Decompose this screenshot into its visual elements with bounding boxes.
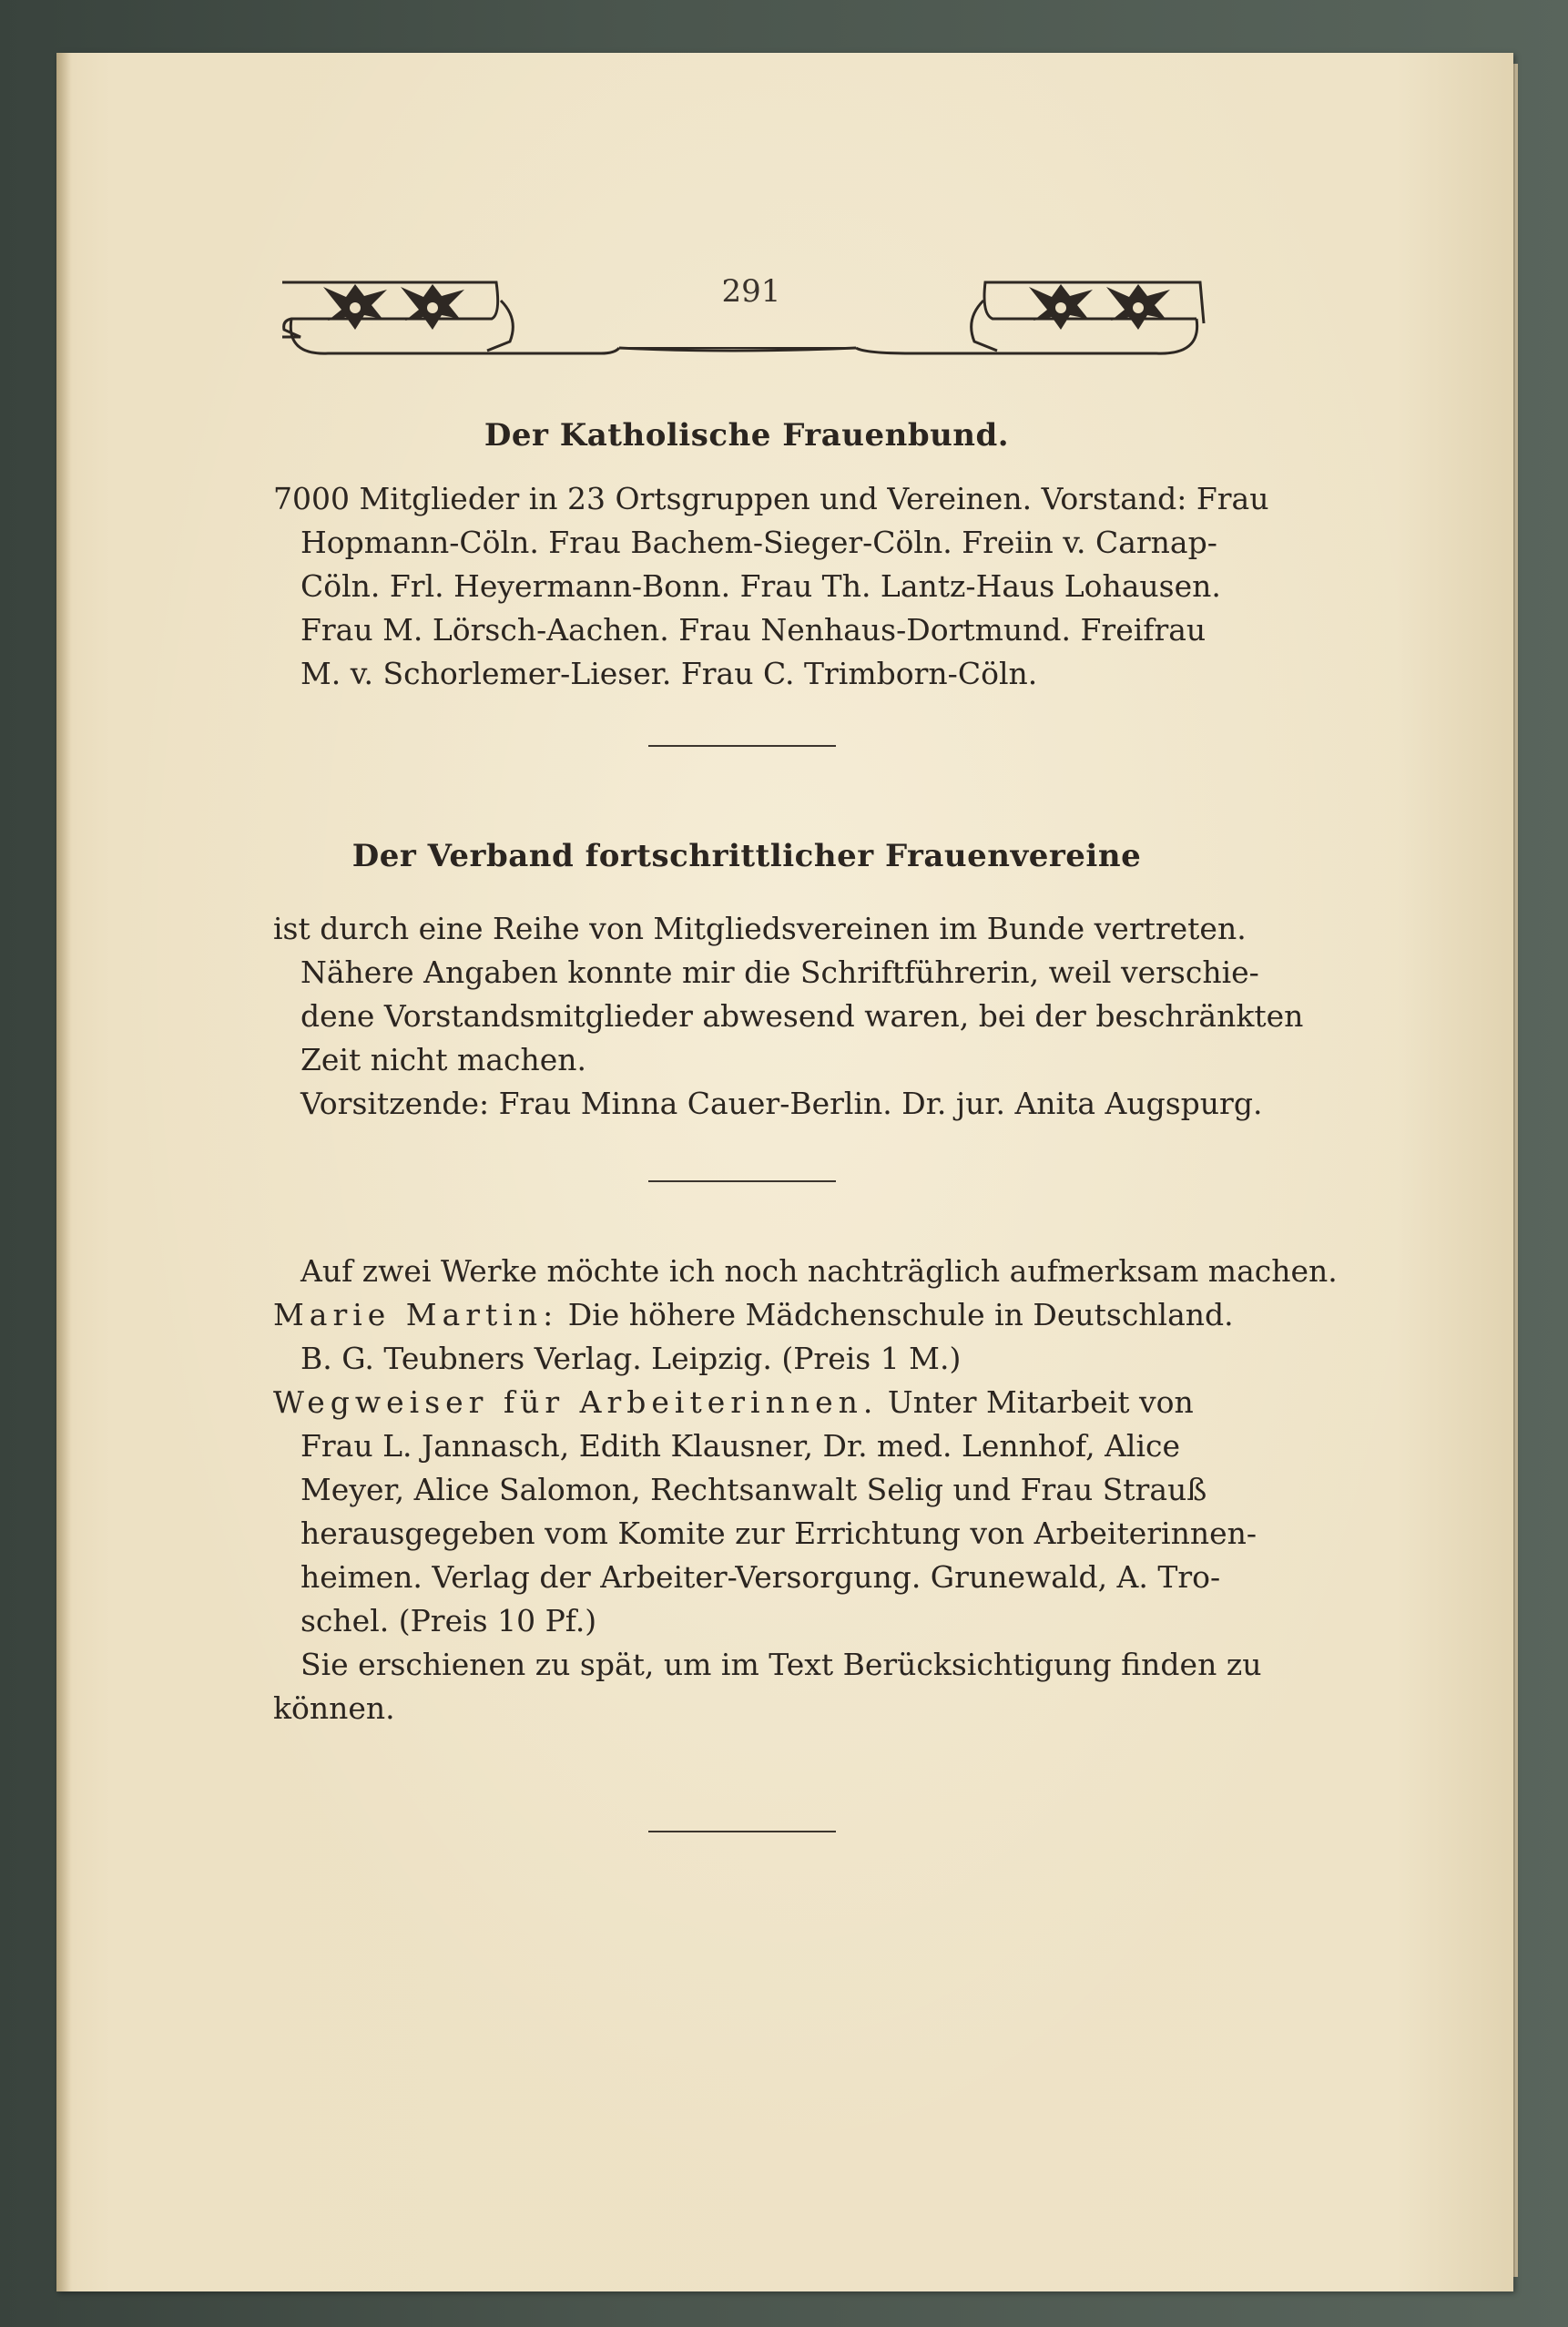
text-line: ist durch eine Reihe von Mitgliedsvereinen im Bunde vertreten. (273, 911, 1247, 946)
section-heading-verband: Der Verband fortschrittlicher Frauenvereine (351, 838, 1142, 874)
bibliography-entry-2 (273, 1381, 1220, 1424)
page-number: 291 (721, 273, 781, 310)
entry-text: Unter Mitarbeit von (887, 1384, 1194, 1420)
bibliography-entry-1 (273, 1293, 1234, 1337)
entry-title: Wegweiser für Arbeiterinnen. (273, 1384, 879, 1420)
section-heading-katholische-frauenbund: Der Katholische Frauenbund. (484, 417, 1010, 454)
text-line: Meyer, Alice Salomon, Rechtsanwalt Selig und Frau Strauß (300, 1472, 1207, 1507)
page-gutter (56, 53, 71, 2291)
text-line: Cöln. Frl. Heyermann-Bonn. Frau Th. Lantz-Haus Lohausen. (300, 568, 1221, 604)
text-line: Vorsitzende: Frau Minna Cauer-Berlin. Dr. jur. Anita Augspurg. (300, 1086, 1263, 1121)
entry-title: Die höhere Mädchenschule in Deutschland. (567, 1297, 1234, 1332)
text-line: Zeit nicht machen. (300, 1042, 587, 1077)
text-line: dene Vorstandsmitglieder abwesend waren, bei der beschränkten (300, 998, 1304, 1034)
section-divider (648, 1831, 836, 1832)
book-page (56, 53, 1513, 2291)
text-line: M. v. Schorlemer-Lieser. Frau C. Trimborn-Cöln. (300, 656, 1038, 691)
text-line: schel. (Preis 10 Pf.) (300, 1603, 597, 1638)
section-2-body (273, 907, 1304, 1126)
text-line: Hopmann-Cöln. Frau Bachem-Sieger-Cöln. Freiin v. Carnap- (300, 525, 1217, 560)
text-line: herausgegeben vom Komite zur Errichtung von Arbeiterinnen- (300, 1516, 1257, 1551)
text-line: Sie erschienen zu spät, um im Text Berücksichtigung finden zu (300, 1647, 1262, 1682)
text-line: Frau L. Jannasch, Edith Klausner, Dr. med. Lennhof, Alice (300, 1428, 1181, 1464)
text-line: B. G. Teubners Verlag. Leipzig. (Preis 1 M.) (300, 1341, 962, 1376)
section-divider (648, 1180, 836, 1182)
text-line: können. (273, 1690, 395, 1726)
section-3-body (273, 1250, 1338, 1730)
text-line: heimen. Verlag der Arbeiter-Versorgung. Grunewald, A. Tro- (300, 1559, 1221, 1595)
text-line: Nähere Angaben konnte mir die Schriftführerin, weil verschie- (300, 954, 1259, 990)
section-divider (648, 745, 836, 747)
text-line: 7000 Mitglieder in 23 Ortsgruppen und Vereinen. Vorstand: Frau (273, 481, 1269, 516)
text-line: Auf zwei Werke möchte ich noch nachträglich aufmerksam machen. (300, 1253, 1338, 1289)
entry-author: Marie Martin: (273, 1297, 559, 1332)
text-line: Frau M. Lörsch-Aachen. Frau Nenhaus-Dortmund. Freifrau (300, 612, 1207, 648)
section-1-body (273, 477, 1269, 696)
